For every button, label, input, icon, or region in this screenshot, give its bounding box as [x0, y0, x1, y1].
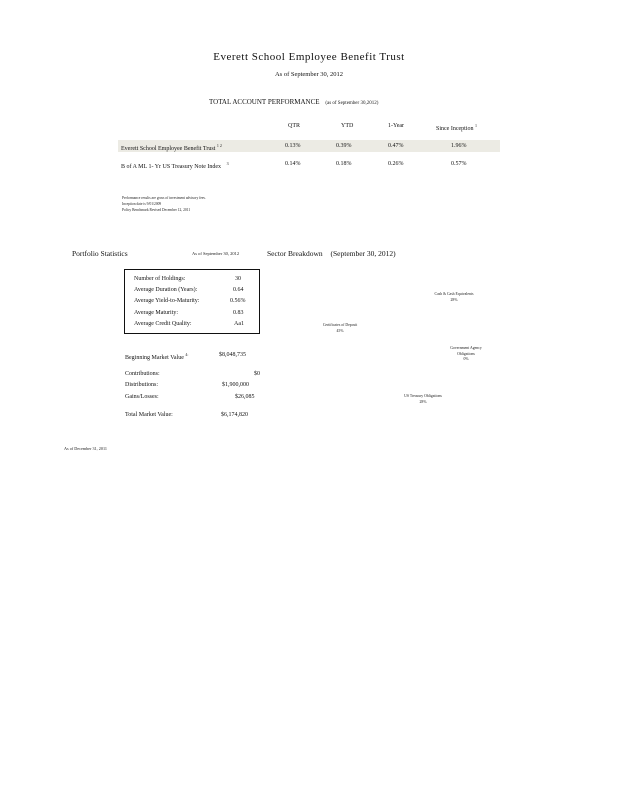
perf-row-name-text: Everett School Employee Benefit Trust	[121, 146, 216, 152]
perf-cell: 1.96%	[451, 143, 467, 149]
inception-footnote-ref: 1	[475, 123, 477, 128]
stat-value: Aa1	[234, 321, 244, 327]
benchmark-cell: 0.26%	[388, 161, 404, 167]
performance-as-of: (as of September 30,2012)	[325, 101, 379, 106]
stat-value: 30	[235, 276, 241, 282]
perf-row-name	[121, 143, 222, 152]
sector-breakdown-title-text: Sector Breakdown	[267, 249, 323, 258]
sector-pct: 45%	[336, 328, 344, 333]
perf-cell: 0.47%	[388, 143, 404, 149]
portfolio-footnote: As of December 31, 2011	[64, 446, 107, 451]
sector-pct: 28%	[419, 399, 427, 404]
flow-label: Gains/Losses:	[125, 394, 159, 400]
benchmark-cell: 0.14%	[285, 161, 301, 167]
beginning-market-value: $8,048,735	[219, 352, 246, 358]
benchmark-row-name-text: B of A ML 1- Yr US Treasury Note Index	[121, 164, 222, 170]
stat-label: Number of Holdings:	[134, 276, 186, 282]
flow-value: $26,085	[235, 394, 255, 400]
col-header-qtr: QTR	[288, 123, 300, 129]
footnote-line: Performance results are gross of investment advisory fees.	[122, 196, 206, 200]
stat-value: 0.56%	[230, 298, 246, 304]
sector-label-agency	[448, 346, 484, 363]
stat-label: Average Yield-to-Maturity:	[134, 298, 200, 304]
sector-pct: 28%	[450, 297, 458, 302]
footnote-line: Policy Benchmark Revised December 12, 2011	[122, 207, 191, 212]
col-header-since-inception-text: Since Inception	[436, 126, 474, 132]
col-header-ytd: YTD	[341, 123, 354, 129]
benchmark-footnote-ref: 3	[226, 161, 229, 166]
portfolio-as-of: As of September 30, 2012	[192, 251, 240, 256]
sector-name: US Treasury Obligations	[404, 394, 442, 398]
col-header-since-inception	[436, 123, 477, 132]
benchmark-row-name	[121, 161, 229, 170]
stat-value: 0.64	[233, 287, 244, 293]
sector-name: Cash & Cash Equivalents	[434, 292, 474, 296]
stat-label: Average Maturity:	[134, 310, 179, 316]
beginning-footnote-ref: 4:	[185, 352, 189, 357]
stat-value: 0.83	[233, 310, 244, 316]
beginning-market-value-label	[125, 352, 189, 361]
flow-value: $0	[254, 371, 260, 377]
beginning-market-value-text: Beginning Market Value	[125, 355, 184, 361]
sector-label-cd	[319, 323, 361, 334]
flow-label: Distributions:	[125, 382, 159, 388]
report-title: Everett School Employee Benefit Trust	[213, 51, 405, 63]
stat-label: Average Duration (Years):	[134, 287, 198, 293]
perf-cell: 0.39%	[336, 143, 352, 149]
benchmark-cell: 0.57%	[451, 161, 467, 167]
sector-label-cash	[430, 292, 478, 303]
sector-label-treasury	[404, 394, 442, 405]
total-market-value-label: Total Market Value:	[125, 412, 173, 418]
performance-title	[209, 98, 378, 106]
sector-breakdown-as-of: (September 30, 2012)	[330, 249, 396, 258]
performance-footnotes	[122, 196, 206, 213]
flow-label: Contributions:	[125, 371, 160, 377]
flow-value: $1,900,000	[222, 382, 249, 388]
total-market-value: $6,174,820	[221, 412, 248, 418]
portfolio-stats-title: Portfolio Statistics	[72, 249, 128, 258]
perf-row-footnote-ref: 1 2	[216, 143, 222, 148]
sector-name: Government Agency Obligations	[450, 346, 482, 356]
sector-pct: 0%	[463, 357, 469, 361]
report-date: As of September 30, 2012	[274, 71, 344, 78]
sector-breakdown-title	[267, 249, 396, 258]
perf-cell: 0.13%	[285, 143, 301, 149]
stat-label: Average Credit Quality:	[134, 321, 192, 327]
footnote-line: Inception date is 9/01/2009	[122, 201, 162, 206]
sector-name: Certificates of Deposit	[322, 323, 358, 327]
benchmark-cell: 0.18%	[336, 161, 352, 167]
col-header-1year: 1-Year	[388, 123, 405, 129]
performance-title-text: TOTAL ACCOUNT PERFORMANCE	[209, 98, 320, 106]
